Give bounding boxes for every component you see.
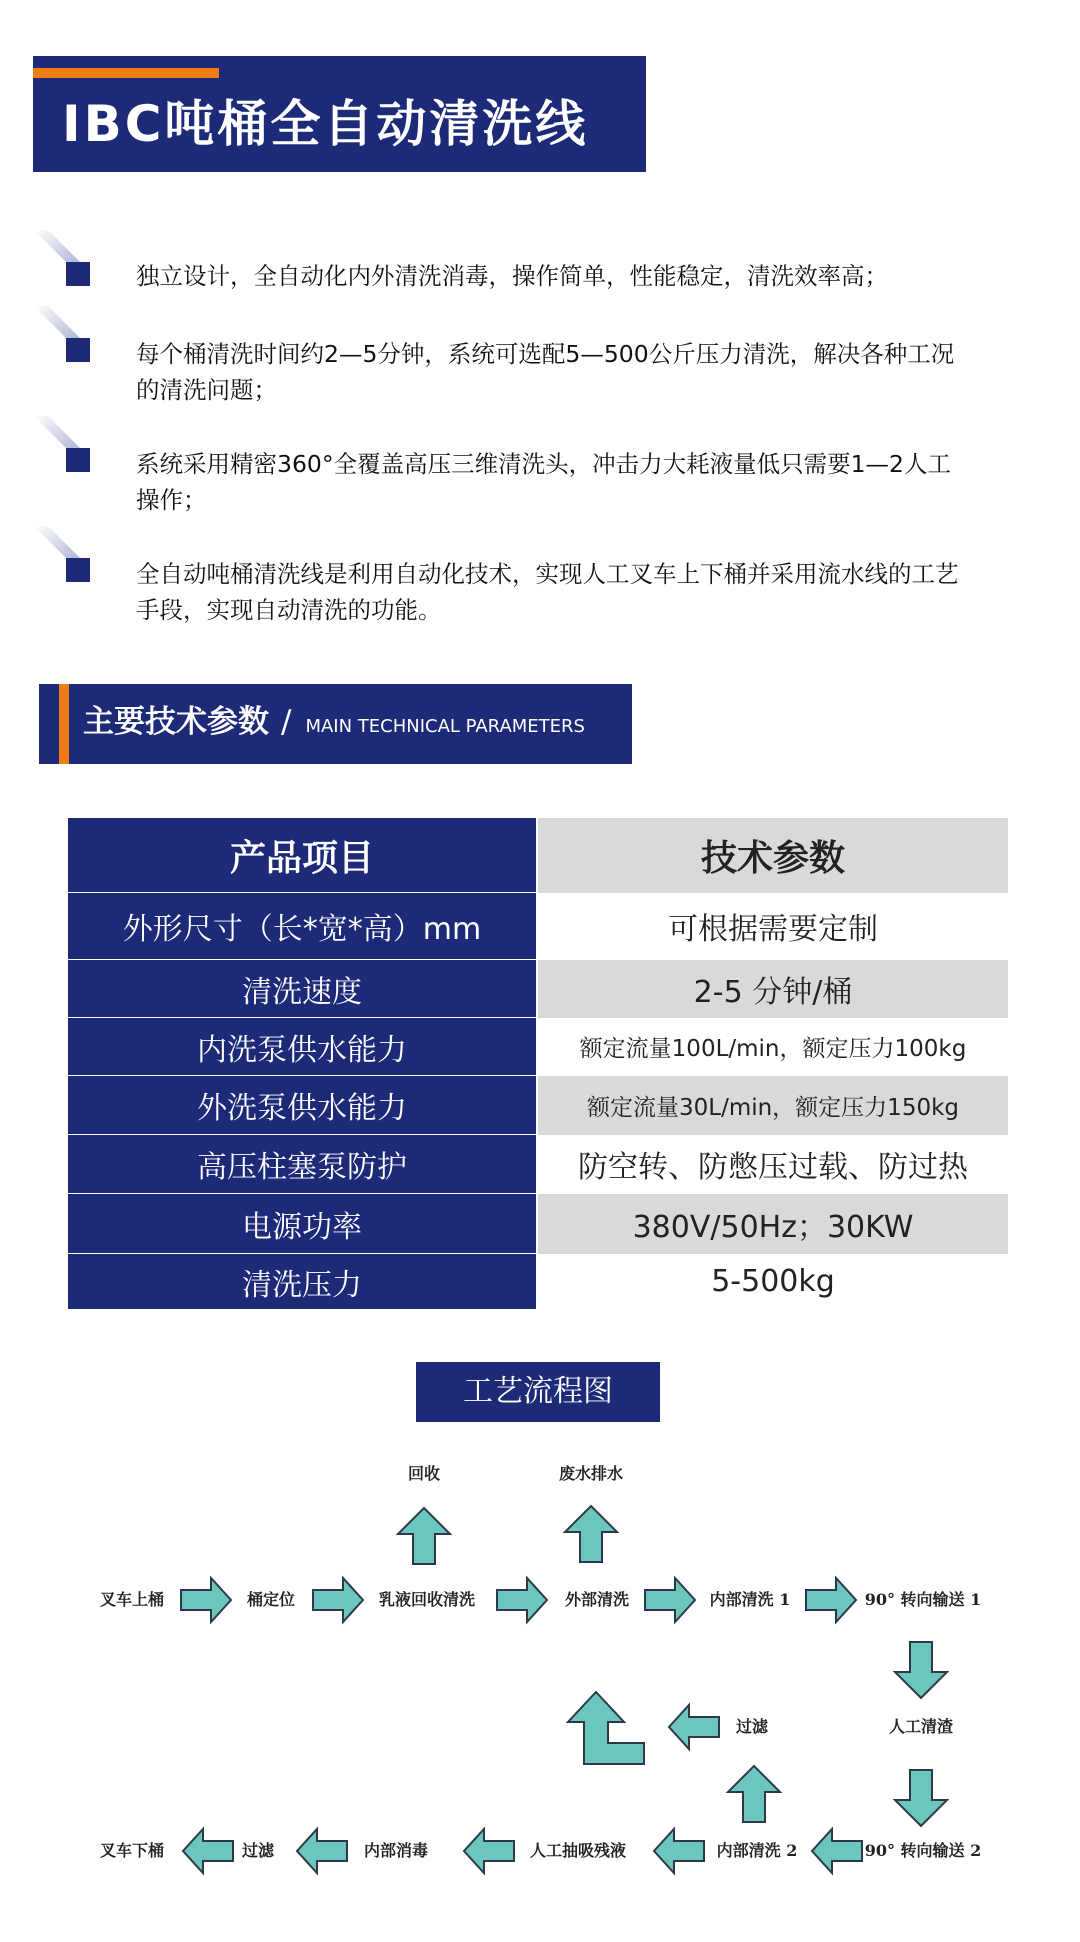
arrow-left-icon	[183, 1829, 233, 1873]
flow-node-outer-wash: 外部清洗	[564, 1590, 630, 1609]
arrow-up-icon	[565, 1506, 617, 1562]
arrow-left-icon	[812, 1829, 862, 1873]
table-cell-spec: 防空转、防憋压过载、防过热	[578, 1150, 968, 1185]
table-header-item: 产品项目	[68, 818, 537, 893]
flow-node-inner-wash-2: 内部清洗 2	[716, 1841, 798, 1860]
section-accent-stripe	[59, 684, 69, 764]
arrow-left-icon	[654, 1829, 704, 1873]
section-subtitle: MAIN TECHNICAL PARAMETERS	[305, 716, 585, 737]
table-cell-item: 外形尺寸（长*宽*高）mm	[68, 893, 537, 960]
table-row	[68, 1018, 1008, 1076]
table-row	[68, 1254, 1008, 1310]
table-header-row	[68, 818, 1008, 893]
bullet-square-icon	[34, 230, 94, 290]
feature-text: 独立设计，全自动化内外清洗消毒，操作简单，性能稳定，清洗效率高；	[136, 262, 888, 290]
feature-text: 每个桶清洗时间约2—5分钟，系统可选配5—500公斤压力清洗，解决各种工况的清洗问题；	[136, 340, 955, 404]
arrow-left-icon	[464, 1829, 514, 1873]
arrow-right-icon	[181, 1578, 231, 1622]
table-row	[68, 1076, 1008, 1135]
table-row	[68, 1135, 1008, 1194]
flow-node-inner-disinfect: 内部消毒	[363, 1841, 429, 1860]
section-title	[83, 702, 585, 747]
bullet-square-icon	[34, 526, 94, 586]
table-cell-spec: 可根据需要定制	[668, 912, 878, 947]
section-title-cn: 主要技术参数	[83, 704, 269, 740]
feature-text: 全自动吨桶清洗线是利用自动化技术，实现人工叉车上下桶并采用流水线的工艺手段，实现自动清洗的功能。	[136, 560, 959, 624]
table-cell-item: 电源功率	[68, 1194, 537, 1254]
title-accent-stripe	[33, 68, 219, 78]
table-cell-item: 内洗泵供水能力	[68, 1018, 537, 1076]
table-cell-spec: 380V/50Hz；30KW	[537, 1194, 1008, 1254]
arrow-up-icon	[728, 1766, 780, 1822]
bullet-square-icon	[34, 416, 94, 476]
flow-node-forklift-up: 叉车上桶	[99, 1590, 165, 1609]
flow-node-turn-2: 90° 转向输送 2	[864, 1841, 982, 1860]
arrow-right-icon	[313, 1578, 363, 1622]
arrow-left-icon	[297, 1829, 347, 1873]
table-row	[68, 893, 1008, 960]
page-title: IBC吨桶全自动清洗线	[62, 95, 589, 153]
arrow-right-icon	[806, 1578, 856, 1622]
table-cell-spec: 2-5 分钟/桶	[537, 960, 1008, 1018]
table-cell-item: 高压柱塞泵防护	[68, 1135, 537, 1194]
arrow-right-icon	[645, 1578, 695, 1622]
flow-node-manual-clean: 人工清渣	[888, 1717, 954, 1736]
flow-title: 工艺流程图	[463, 1374, 613, 1409]
arrow-down-icon	[895, 1770, 947, 1826]
flow-node-turn-1: 90° 转向输送 1	[864, 1590, 982, 1609]
feature-text: 系统采用精密360°全覆盖高压三维清洗头，冲击力大耗液量低只需要1—2人工操作；	[136, 450, 952, 514]
flow-node-emulsion: 乳液回收清洗	[378, 1590, 476, 1609]
process-flow-diagram	[0, 1440, 1080, 1880]
flow-node-manual-suction: 人工抽吸残液	[529, 1841, 627, 1860]
table-cell-spec: 额定流量30L/min，额定压力150kg	[537, 1076, 1008, 1135]
arrow-left-icon	[669, 1705, 719, 1749]
section-title-slash: /	[281, 704, 292, 740]
flow-node-recycle: 回收	[407, 1464, 441, 1483]
flow-node-positioning: 桶定位	[246, 1590, 296, 1609]
arrow-right-icon	[497, 1578, 547, 1622]
flow-node-filter-2: 过滤	[241, 1841, 275, 1860]
table-cell-spec: 额定流量100L/min，额定压力100kg	[579, 1036, 967, 1062]
table-cell-item: 清洗压力	[68, 1254, 537, 1310]
table-cell-spec: 5-500kg	[711, 1264, 835, 1299]
bullet-square-icon	[34, 306, 94, 366]
table-row	[68, 1194, 1008, 1254]
flow-node-forklift-down: 叉车下桶	[99, 1841, 165, 1860]
flow-node-inner-wash-1: 内部清洗 1	[709, 1590, 791, 1609]
parameters-table	[68, 818, 1008, 1310]
flow-node-filter-1: 过滤	[735, 1717, 769, 1736]
flow-node-drain: 废水排水	[558, 1464, 624, 1483]
return-arrow-icon	[568, 1692, 644, 1764]
table-cell-item: 清洗速度	[68, 960, 537, 1018]
arrow-down-icon	[895, 1642, 947, 1698]
table-header-spec: 技术参数	[537, 818, 1008, 893]
table-row	[68, 960, 1008, 1018]
table-cell-item: 外洗泵供水能力	[68, 1076, 537, 1135]
arrow-up-icon	[398, 1508, 450, 1564]
